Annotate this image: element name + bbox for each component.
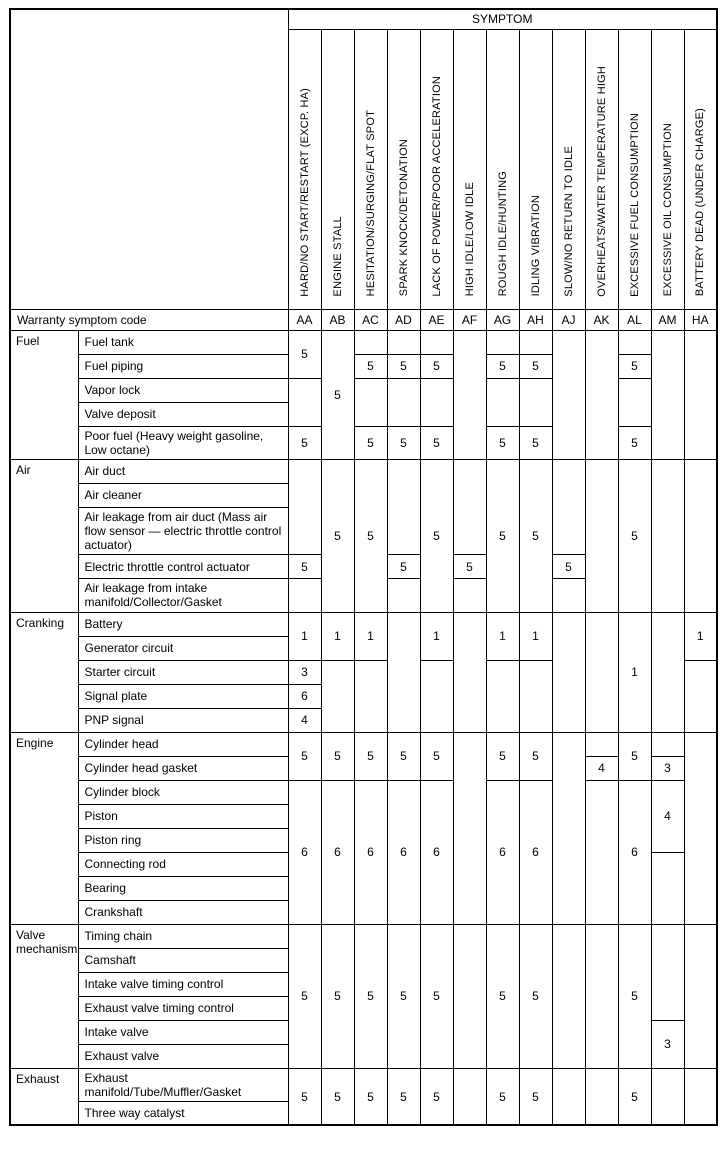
symptom-cell-ac bbox=[354, 330, 387, 354]
symptom-header-row bbox=[10, 9, 717, 29]
symptom-cell-ac bbox=[354, 660, 387, 732]
column-header-aj bbox=[552, 29, 585, 309]
symptom-cell-al: 5 bbox=[618, 459, 651, 612]
symptom-cell-af bbox=[453, 924, 486, 1068]
symptom-cell-am bbox=[651, 459, 684, 612]
symptom-cell-ag bbox=[486, 330, 519, 354]
symptom-cell-ae: 5 bbox=[420, 924, 453, 1068]
column-header-label: EXCESSIVE FUEL CONSUMPTION bbox=[628, 112, 641, 297]
symptom-cell-ac: 5 bbox=[354, 354, 387, 378]
item-cell: Electric throttle control actuator bbox=[78, 555, 288, 579]
symptom-cell-ae bbox=[420, 330, 453, 354]
symptom-cell-ab: 1 bbox=[321, 612, 354, 660]
symptom-cell-ac: 5 bbox=[354, 459, 387, 612]
item-cell: Timing chain bbox=[78, 924, 288, 948]
corner-cell bbox=[10, 9, 288, 309]
column-header-ah bbox=[519, 29, 552, 309]
symptom-cell-aa bbox=[288, 459, 321, 554]
table-row bbox=[10, 459, 717, 483]
symptom-cell-al bbox=[618, 378, 651, 426]
symptom-cell-ha bbox=[684, 330, 717, 459]
table-row bbox=[10, 612, 717, 636]
symptom-cell-af bbox=[453, 1068, 486, 1125]
symptom-cell-al: 5 bbox=[618, 1068, 651, 1125]
symptom-cell-ak bbox=[585, 612, 618, 732]
symptom-cell-aa bbox=[288, 579, 321, 612]
column-header-label: HIGH IDLE/LOW IDLE bbox=[463, 182, 476, 297]
symptom-cell-al: 5 bbox=[618, 354, 651, 378]
symptom-cell-ad bbox=[387, 330, 420, 354]
symptom-cell-ae bbox=[420, 378, 453, 426]
column-header-label: SPARK KNOCK/DETONATION bbox=[397, 139, 410, 297]
symptom-cell-ab: 5 bbox=[321, 732, 354, 780]
symptom-cell-aa: 5 bbox=[288, 555, 321, 579]
symptom-cell-aa: 5 bbox=[288, 924, 321, 1068]
item-cell: Camshaft bbox=[78, 948, 288, 972]
column-header-ag bbox=[486, 29, 519, 309]
symptom-cell-aj bbox=[552, 924, 585, 1068]
symptom-cell-am: 3 bbox=[651, 1020, 684, 1068]
symptom-cell-ac: 5 bbox=[354, 732, 387, 780]
warranty-code-ak: AK bbox=[585, 309, 618, 330]
symptom-cell-ha bbox=[684, 1068, 717, 1125]
item-cell: Cylinder head bbox=[78, 732, 288, 756]
symptom-cell-aa: 3 bbox=[288, 660, 321, 684]
symptom-cell-ae: 5 bbox=[420, 732, 453, 780]
item-cell: Connecting rod bbox=[78, 852, 288, 876]
symptom-cell-ag: 5 bbox=[486, 426, 519, 459]
symptom-cell-ad: 6 bbox=[387, 780, 420, 924]
symptom-cell-aj bbox=[552, 612, 585, 732]
symptom-cell-ab: 6 bbox=[321, 780, 354, 924]
symptom-cell-ad: 5 bbox=[387, 555, 420, 579]
symptom-cell-ak bbox=[585, 1068, 618, 1125]
symptom-cell-ab: 5 bbox=[321, 330, 354, 459]
symptom-cell-ak bbox=[585, 732, 618, 756]
symptom-cell-ah: 1 bbox=[519, 612, 552, 660]
symptom-cell-aj bbox=[552, 330, 585, 459]
item-cell: Air cleaner bbox=[78, 483, 288, 507]
warranty-code-aa: AA bbox=[288, 309, 321, 330]
column-header-am bbox=[651, 29, 684, 309]
column-header-ad bbox=[387, 29, 420, 309]
column-header-ae bbox=[420, 29, 453, 309]
table-row bbox=[10, 780, 717, 804]
column-header-label: HARD/NO START/RESTART (EXCP. HA) bbox=[298, 87, 311, 297]
symptom-cell-af bbox=[453, 612, 486, 732]
symptom-cell-aa: 6 bbox=[288, 684, 321, 708]
symptom-cell-ha bbox=[684, 924, 717, 1068]
symptom-cell-ak bbox=[585, 330, 618, 459]
symptom-cell-ag bbox=[486, 378, 519, 426]
column-header-label: BATTERY DEAD (UNDER CHARGE) bbox=[694, 108, 707, 297]
category-cell: Engine bbox=[10, 732, 78, 924]
item-cell: Air leakage from air duct (Mass air flow sensor — electric throttle control actuator) bbox=[78, 507, 288, 554]
symptom-cell-aa: 5 bbox=[288, 330, 321, 378]
symptom-cell-ad: 5 bbox=[387, 1068, 420, 1125]
warranty-label-cell: Warranty symptom code bbox=[10, 309, 288, 330]
item-cell: Cylinder block bbox=[78, 780, 288, 804]
symptom-cell-ac: 1 bbox=[354, 612, 387, 660]
symptom-cell-am bbox=[651, 852, 684, 924]
symptom-cell-af bbox=[453, 459, 486, 554]
symptom-cell-ak bbox=[585, 459, 618, 612]
item-cell: Cylinder head gasket bbox=[78, 756, 288, 780]
column-header-label: ENGINE STALL bbox=[331, 216, 344, 297]
warranty-code-al: AL bbox=[618, 309, 651, 330]
symptom-cell-al: 5 bbox=[618, 732, 651, 780]
column-header-aa bbox=[288, 29, 321, 309]
symptom-cell-ag: 5 bbox=[486, 459, 519, 612]
symptom-cell-ae: 6 bbox=[420, 780, 453, 924]
warranty-code-af: AF bbox=[453, 309, 486, 330]
symptom-cell-ad: 5 bbox=[387, 732, 420, 780]
symptom-cell-ag: 1 bbox=[486, 612, 519, 660]
item-cell: Crankshaft bbox=[78, 900, 288, 924]
column-header-label: LACK OF POWER/POOR ACCELERATION bbox=[430, 75, 443, 297]
symptom-cell-ad: 5 bbox=[387, 924, 420, 1068]
symptom-cell-ak: 4 bbox=[585, 756, 618, 780]
column-header-af bbox=[453, 29, 486, 309]
item-cell: Air leakage from intake manifold/Collector/Gasket bbox=[78, 579, 288, 612]
column-header-label: EXCESSIVE OIL CONSUMPTION bbox=[661, 123, 674, 297]
symptom-cell-ag bbox=[486, 660, 519, 732]
symptom-cell-ag: 6 bbox=[486, 780, 519, 924]
symptom-cell-ad bbox=[387, 612, 420, 732]
category-cell: Valve mechanism bbox=[10, 924, 78, 1068]
item-cell: PNP signal bbox=[78, 708, 288, 732]
symptom-cell-ac bbox=[354, 378, 387, 426]
warranty-code-ad: AD bbox=[387, 309, 420, 330]
symptom-cell-ad bbox=[387, 579, 420, 612]
item-cell: Generator circuit bbox=[78, 636, 288, 660]
item-cell: Poor fuel (Heavy weight gasoline, Low octane) bbox=[78, 426, 288, 459]
item-cell: Intake valve timing control bbox=[78, 972, 288, 996]
symptom-cell-aa: 4 bbox=[288, 708, 321, 732]
item-cell: Piston bbox=[78, 804, 288, 828]
symptom-cell-ad: 5 bbox=[387, 426, 420, 459]
symptom-cell-ac: 5 bbox=[354, 924, 387, 1068]
item-cell: Bearing bbox=[78, 876, 288, 900]
warranty-code-aj: AJ bbox=[552, 309, 585, 330]
symptom-cell-ad bbox=[387, 378, 420, 426]
symptom-cell-am bbox=[651, 612, 684, 732]
symptom-cell-ah: 5 bbox=[519, 459, 552, 612]
symptom-cell-ak bbox=[585, 780, 618, 924]
category-cell: Cranking bbox=[10, 612, 78, 732]
column-header-label: ROUGH IDLE/HUNTING bbox=[496, 171, 509, 297]
warranty-code-ag: AG bbox=[486, 309, 519, 330]
symptom-cell-ae bbox=[420, 660, 453, 732]
symptom-cell-am bbox=[651, 1068, 684, 1125]
symptom-cell-ag: 5 bbox=[486, 354, 519, 378]
symptom-cell-ae: 5 bbox=[420, 459, 453, 612]
warranty-code-ab: AB bbox=[321, 309, 354, 330]
warranty-code-ah: AH bbox=[519, 309, 552, 330]
symptom-cell-am bbox=[651, 924, 684, 1020]
symptom-cell-aj bbox=[552, 732, 585, 924]
column-header-ab bbox=[321, 29, 354, 309]
item-cell: Piston ring bbox=[78, 828, 288, 852]
symptom-cell-aj bbox=[552, 1068, 585, 1125]
symptom-cell-ad: 5 bbox=[387, 354, 420, 378]
item-cell: Intake valve bbox=[78, 1020, 288, 1044]
column-header-label: SLOW/NO RETURN TO IDLE bbox=[562, 145, 575, 297]
item-cell: Three way catalyst bbox=[78, 1101, 288, 1125]
symptom-cell-ab: 5 bbox=[321, 1068, 354, 1125]
symptom-cell-ah: 5 bbox=[519, 924, 552, 1068]
symptom-cell-ah: 6 bbox=[519, 780, 552, 924]
symptom-cell-ab bbox=[321, 660, 354, 732]
symptom-cell-ae: 5 bbox=[420, 354, 453, 378]
symptom-cell-ah: 5 bbox=[519, 732, 552, 780]
warranty-code-ha: HA bbox=[684, 309, 717, 330]
symptom-cell-ha bbox=[684, 660, 717, 732]
item-cell: Air duct bbox=[78, 459, 288, 483]
symptom-header: SYMPTOM bbox=[288, 9, 717, 29]
symptom-cell-am: 3 bbox=[651, 756, 684, 780]
item-cell: Signal plate bbox=[78, 684, 288, 708]
symptom-cell-ah: 5 bbox=[519, 426, 552, 459]
symptom-cell-aa: 6 bbox=[288, 780, 321, 924]
symptom-cell-aj: 5 bbox=[552, 555, 585, 579]
symptom-cell-al: 6 bbox=[618, 780, 651, 924]
symptom-cell-al: 5 bbox=[618, 426, 651, 459]
symptom-cell-al bbox=[618, 330, 651, 354]
category-cell: Fuel bbox=[10, 330, 78, 459]
symptom-cell-ad bbox=[387, 459, 420, 554]
table-row bbox=[10, 330, 717, 354]
category-cell: Exhaust bbox=[10, 1068, 78, 1125]
column-header-ha bbox=[684, 29, 717, 309]
symptom-cell-ak bbox=[585, 924, 618, 1068]
symptom-cell-aa: 5 bbox=[288, 1068, 321, 1125]
symptom-cell-al: 5 bbox=[618, 924, 651, 1068]
symptom-cell-ah bbox=[519, 378, 552, 426]
item-cell: Vapor lock bbox=[78, 378, 288, 402]
symptom-cell-aj bbox=[552, 459, 585, 554]
symptom-cell-ah bbox=[519, 330, 552, 354]
item-cell: Fuel piping bbox=[78, 354, 288, 378]
column-header-ak bbox=[585, 29, 618, 309]
column-header-label: IDLING VIBRATION bbox=[529, 195, 542, 297]
symptom-cell-ag: 5 bbox=[486, 924, 519, 1068]
column-header-label: HESITATION/SURGING/FLAT SPOT bbox=[364, 110, 377, 297]
symptom-cell-af bbox=[453, 579, 486, 612]
symptom-cell-ah: 5 bbox=[519, 354, 552, 378]
column-header-label: OVERHEATS/WATER TEMPERATURE HIGH bbox=[595, 65, 608, 297]
symptom-cell-aa: 5 bbox=[288, 426, 321, 459]
table-row bbox=[10, 1068, 717, 1101]
symptom-cell-ag: 5 bbox=[486, 1068, 519, 1125]
warranty-code-row bbox=[10, 309, 717, 330]
symptom-cell-ab: 5 bbox=[321, 459, 354, 612]
item-cell: Valve deposit bbox=[78, 402, 288, 426]
warranty-code-am: AM bbox=[651, 309, 684, 330]
symptom-cell-ha bbox=[684, 732, 717, 924]
symptom-cell-af bbox=[453, 330, 486, 459]
symptom-cell-ha: 1 bbox=[684, 612, 717, 660]
symptom-cell-am: 4 bbox=[651, 780, 684, 852]
symptom-cell-ac: 6 bbox=[354, 780, 387, 924]
symptom-matrix-table bbox=[9, 8, 718, 1126]
symptom-cell-af bbox=[453, 732, 486, 924]
item-cell: Starter circuit bbox=[78, 660, 288, 684]
symptom-cell-aj bbox=[552, 579, 585, 612]
symptom-cell-ab: 5 bbox=[321, 924, 354, 1068]
item-cell: Fuel tank bbox=[78, 330, 288, 354]
warranty-code-ae: AE bbox=[420, 309, 453, 330]
symptom-cell-ac: 5 bbox=[354, 426, 387, 459]
item-cell: Exhaust valve bbox=[78, 1044, 288, 1068]
symptom-cell-ae: 5 bbox=[420, 426, 453, 459]
table-row bbox=[10, 924, 717, 948]
symptom-cell-aa bbox=[288, 378, 321, 426]
symptom-cell-ag: 5 bbox=[486, 732, 519, 780]
warranty-code-ac: AC bbox=[354, 309, 387, 330]
symptom-cell-af: 5 bbox=[453, 555, 486, 579]
table-row bbox=[10, 732, 717, 756]
column-header-al bbox=[618, 29, 651, 309]
symptom-cell-al: 1 bbox=[618, 612, 651, 732]
symptom-cell-ah: 5 bbox=[519, 1068, 552, 1125]
symptom-cell-ac: 5 bbox=[354, 1068, 387, 1125]
symptom-cell-ha bbox=[684, 459, 717, 612]
symptom-cell-am bbox=[651, 330, 684, 459]
column-header-ac bbox=[354, 29, 387, 309]
item-cell: Exhaust valve timing control bbox=[78, 996, 288, 1020]
item-cell: Battery bbox=[78, 612, 288, 636]
symptom-cell-am bbox=[651, 732, 684, 756]
symptom-cell-ae: 5 bbox=[420, 1068, 453, 1125]
symptom-cell-ae: 1 bbox=[420, 612, 453, 660]
symptom-cell-aa: 1 bbox=[288, 612, 321, 660]
symptom-cell-ah bbox=[519, 660, 552, 732]
item-cell: Exhaust manifold/Tube/Muffler/Gasket bbox=[78, 1068, 288, 1101]
category-cell: Air bbox=[10, 459, 78, 612]
symptom-cell-aa: 5 bbox=[288, 732, 321, 780]
